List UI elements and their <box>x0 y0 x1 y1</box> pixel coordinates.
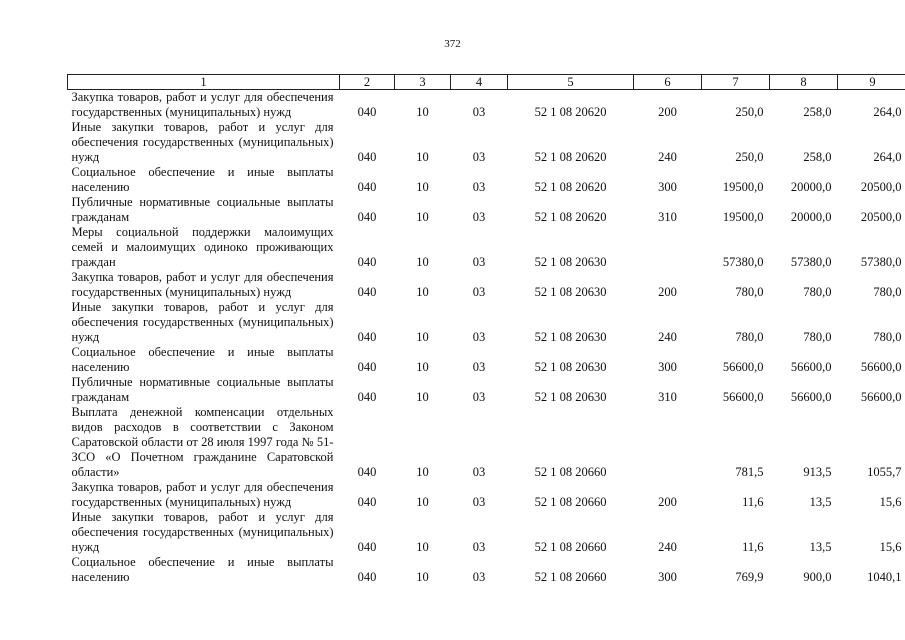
cell-ministry-code: 040 <box>357 465 377 479</box>
table-row <box>68 300 905 345</box>
cell-amount-col9: 780,0 <box>873 285 902 299</box>
cell-amount-col9: 1040,1 <box>867 570 902 584</box>
cell-section: 10 <box>416 285 429 299</box>
cell-target-article: 52 1 08 20630 <box>534 285 607 299</box>
cell-section: 10 <box>416 255 429 269</box>
cell-amount-col7: 56600,0 <box>722 360 764 374</box>
cell-amount-col8: 900,0 <box>803 570 832 584</box>
cell-amount-col8: 56600,0 <box>790 360 832 374</box>
cell-amount-col7: 780,0 <box>735 330 764 344</box>
cell-amount-col9: 56600,0 <box>860 390 902 404</box>
cell-section: 10 <box>416 210 429 224</box>
column-header: 8 <box>770 75 838 90</box>
cell-expense-type: 200 <box>658 285 677 299</box>
cell-amount-col7: 769,9 <box>735 570 764 584</box>
header-row <box>68 75 905 90</box>
table-row <box>68 270 905 300</box>
cell-subsection: 03 <box>472 105 486 119</box>
cell-target-article: 52 1 08 20630 <box>534 255 607 269</box>
column-header: 5 <box>508 75 634 90</box>
cell-amount-col9: 20500,0 <box>860 180 902 194</box>
cell-ministry-code: 040 <box>357 360 377 374</box>
cell-subsection: 03 <box>472 210 486 224</box>
cell-ministry-code: 040 <box>357 285 377 299</box>
cell-amount-col9: 57380,0 <box>860 255 902 269</box>
cell-target-article: 52 1 08 20630 <box>534 360 607 374</box>
table-row <box>68 510 905 555</box>
cell-ministry-code: 040 <box>357 105 377 119</box>
row-description: Закупка товаров, работ и услуг для обеспечения государственных (муниципальных) нужд <box>71 90 334 119</box>
table-row <box>68 345 905 375</box>
cell-section: 10 <box>416 360 429 374</box>
column-header: 2 <box>340 75 395 90</box>
cell-section: 10 <box>416 570 429 584</box>
cell-amount-col8: 57380,0 <box>790 255 832 269</box>
cell-amount-col9: 15,6 <box>879 540 902 554</box>
cell-amount-col9: 20500,0 <box>860 210 902 224</box>
budget-table <box>67 74 905 585</box>
cell-amount-col9: 15,6 <box>879 495 902 509</box>
column-header: 6 <box>634 75 702 90</box>
cell-ministry-code: 040 <box>357 570 377 584</box>
cell-amount-col7: 781,5 <box>735 465 764 479</box>
cell-target-article: 52 1 08 20620 <box>534 180 607 194</box>
cell-expense-type: 200 <box>658 495 677 509</box>
cell-section: 10 <box>416 150 429 164</box>
page-number: 372 <box>444 38 461 50</box>
cell-expense-type: 240 <box>658 330 677 344</box>
cell-amount-col9: 264,0 <box>873 150 902 164</box>
table-row <box>68 165 905 195</box>
cell-subsection: 03 <box>472 285 486 299</box>
table-row <box>68 195 905 225</box>
cell-expense-type <box>634 225 702 270</box>
cell-subsection: 03 <box>472 180 486 194</box>
cell-amount-col7: 250,0 <box>735 150 764 164</box>
cell-expense-type: 300 <box>658 180 677 194</box>
cell-subsection: 03 <box>472 330 486 344</box>
cell-amount-col9: 780,0 <box>873 330 902 344</box>
cell-ministry-code: 040 <box>357 150 377 164</box>
cell-amount-col9: 56600,0 <box>860 360 902 374</box>
cell-amount-col7: 19500,0 <box>722 180 764 194</box>
row-description: Публичные нормативные социальные выплаты гражданам <box>71 195 334 224</box>
cell-amount-col8: 13,5 <box>809 495 832 509</box>
cell-section: 10 <box>416 105 429 119</box>
cell-amount-col7: 11,6 <box>742 495 764 509</box>
row-description: Социальное обеспечение и иные выплаты населению <box>71 165 334 194</box>
cell-section: 10 <box>416 390 429 404</box>
row-description: Иные закупки товаров, работ и услуг для обеспечения государственных (муниципальных) нужд <box>71 300 334 344</box>
cell-expense-type: 300 <box>658 570 677 584</box>
cell-ministry-code: 040 <box>357 210 377 224</box>
cell-section: 10 <box>416 180 429 194</box>
cell-subsection: 03 <box>472 255 486 269</box>
cell-ministry-code: 040 <box>357 330 377 344</box>
cell-target-article: 52 1 08 20620 <box>534 105 607 119</box>
cell-subsection: 03 <box>472 570 486 584</box>
cell-amount-col8: 258,0 <box>803 150 832 164</box>
cell-expense-type: 240 <box>658 150 677 164</box>
cell-ministry-code: 040 <box>357 495 377 509</box>
row-description: Социальное обеспечение и иные выплаты населению <box>71 555 334 584</box>
cell-ministry-code: 040 <box>357 540 377 554</box>
column-header: 3 <box>395 75 451 90</box>
cell-ministry-code: 040 <box>357 390 377 404</box>
cell-section: 10 <box>416 465 429 479</box>
column-header: 9 <box>838 75 905 90</box>
cell-expense-type: 300 <box>658 360 677 374</box>
cell-section: 10 <box>416 495 429 509</box>
row-description: Социальное обеспечение и иные выплаты населению <box>71 345 334 374</box>
cell-amount-col8: 20000,0 <box>790 210 832 224</box>
cell-amount-col7: 11,6 <box>742 540 764 554</box>
cell-target-article: 52 1 08 20660 <box>534 570 607 584</box>
cell-amount-col7: 56600,0 <box>722 390 764 404</box>
cell-section: 10 <box>416 540 429 554</box>
cell-subsection: 03 <box>472 150 486 164</box>
cell-amount-col8: 20000,0 <box>790 180 832 194</box>
column-header: 7 <box>702 75 770 90</box>
cell-amount-col8: 913,5 <box>803 465 832 479</box>
cell-target-article: 52 1 08 20620 <box>534 210 607 224</box>
cell-amount-col7: 250,0 <box>735 105 764 119</box>
row-description: Иные закупки товаров, работ и услуг для обеспечения государственных (муниципальных) нужд <box>71 120 334 164</box>
cell-expense-type: 310 <box>658 210 677 224</box>
row-description: Иные закупки товаров, работ и услуг для обеспечения государственных (муниципальных) нужд <box>71 510 334 554</box>
cell-target-article: 52 1 08 20660 <box>534 495 607 509</box>
column-header: 1 <box>68 75 340 90</box>
cell-subsection: 03 <box>472 465 486 479</box>
row-description: Выплата денежной компенсации отдельных видов расходов в соответствии с Законом Саратовской области от 28 июля 1997 года № 51-ЗСО «О Почетном гражданине Саратовской области» <box>71 405 334 479</box>
cell-amount-col8: 780,0 <box>803 285 832 299</box>
cell-amount-col8: 258,0 <box>803 105 832 119</box>
table-row <box>68 405 905 480</box>
cell-subsection: 03 <box>472 390 486 404</box>
cell-ministry-code: 040 <box>357 255 377 269</box>
table-row <box>68 225 905 270</box>
cell-amount-col7: 57380,0 <box>722 255 764 269</box>
cell-amount-col7: 19500,0 <box>722 210 764 224</box>
cell-ministry-code: 040 <box>357 180 377 194</box>
cell-target-article: 52 1 08 20630 <box>534 390 607 404</box>
table-row <box>68 90 905 121</box>
row-description: Публичные нормативные социальные выплаты гражданам <box>71 375 334 404</box>
column-header: 4 <box>451 75 508 90</box>
cell-amount-col8: 780,0 <box>803 330 832 344</box>
cell-subsection: 03 <box>472 495 486 509</box>
cell-subsection: 03 <box>472 360 486 374</box>
cell-expense-type <box>634 405 702 480</box>
table-row <box>68 120 905 165</box>
cell-target-article: 52 1 08 20630 <box>534 330 607 344</box>
cell-target-article: 52 1 08 20660 <box>534 540 607 554</box>
table-row <box>68 375 905 405</box>
cell-target-article: 52 1 08 20660 <box>534 465 607 479</box>
row-description: Меры социальной поддержки малоимущих семей и малоимущих одиноко проживающих граждан <box>71 225 334 269</box>
row-description: Закупка товаров, работ и услуг для обеспечения государственных (муниципальных) нужд <box>71 270 334 299</box>
cell-amount-col7: 780,0 <box>735 285 764 299</box>
cell-expense-type: 240 <box>658 540 677 554</box>
cell-amount-col9: 1055,7 <box>867 465 902 479</box>
cell-amount-col8: 13,5 <box>809 540 832 554</box>
cell-amount-col9: 264,0 <box>873 105 902 119</box>
cell-expense-type: 200 <box>658 105 677 119</box>
cell-expense-type: 310 <box>658 390 677 404</box>
table-row <box>68 480 905 510</box>
cell-subsection: 03 <box>472 540 486 554</box>
cell-section: 10 <box>416 330 429 344</box>
table-row <box>68 555 905 585</box>
cell-amount-col8: 56600,0 <box>790 390 832 404</box>
row-description: Закупка товаров, работ и услуг для обеспечения государственных (муниципальных) нужд <box>71 480 334 509</box>
cell-target-article: 52 1 08 20620 <box>534 150 607 164</box>
